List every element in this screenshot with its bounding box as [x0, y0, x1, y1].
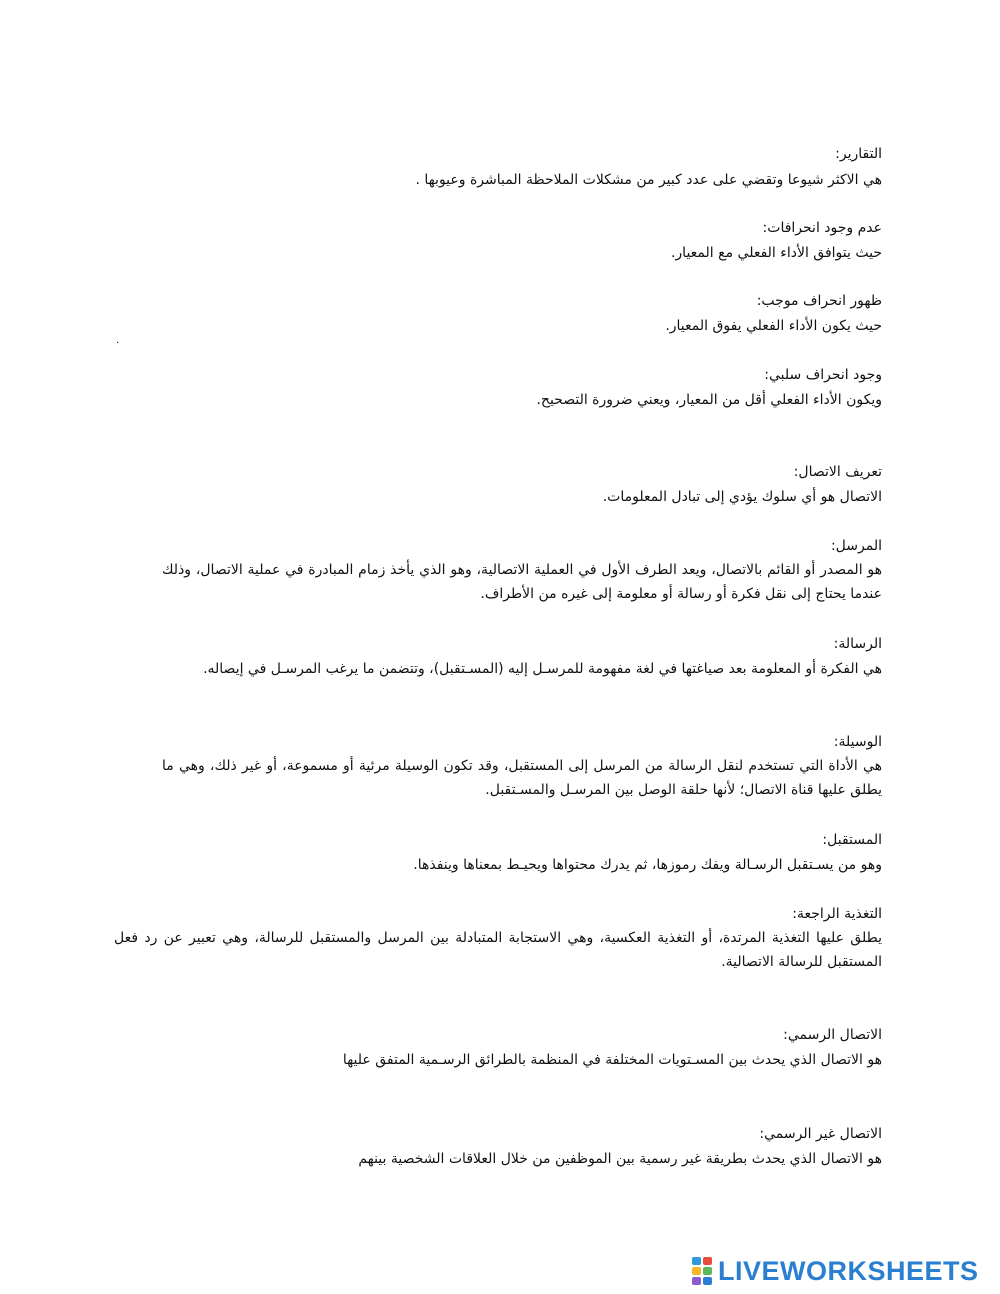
section-body-receiver: وهو من يسـتقبل الرسـالة ويفك رموزها، ثم يدرك محتواها ويحيـط بمعناها وينفذها. — [413, 857, 882, 873]
section-heading-formal-communication: الاتصال الرسمي: — [783, 1027, 882, 1043]
section-heading-feedback: التغذية الراجعة: — [792, 906, 882, 922]
section-heading-positive-deviation: ظهور انحراف موجب: — [756, 293, 882, 309]
liveworksheets-logo-text: LIVEWORKSHEETS — [718, 1256, 979, 1286]
section-body-positive-deviation: حيث يكون الأداء الفعلي يفوق المعيار. — [665, 318, 882, 334]
stray-mark: . — [116, 335, 120, 346]
section-body-reports: هي الاكثر شيوعا وتقضي على عدد كبير من مشكلات الملاحظة المباشرة وعيوبها . — [415, 172, 882, 188]
section-heading-reports: التقارير: — [835, 146, 882, 162]
section-heading-negative-deviation: وجود انحراف سلبي: — [764, 367, 882, 383]
section-heading-receiver: المستقبل: — [822, 832, 882, 848]
section-heading-informal-communication: الاتصال غير الرسمي: — [759, 1126, 882, 1142]
liveworksheets-logo-icon — [692, 1257, 712, 1285]
section-heading-no-deviation: عدم وجود انحرافات: — [762, 220, 882, 236]
section-heading-medium: الوسيلة: — [833, 734, 882, 750]
section-body-no-deviation: حيث يتوافق الأداء الفعلي مع المعيار. — [670, 245, 882, 261]
liveworksheets-logo — [692, 1254, 979, 1288]
section-heading-sender: المرسل: — [830, 538, 882, 554]
section-body-message: هي الفكرة أو المعلومة بعد صياغتها في لغة مفهومة للمرسـل إليه (المسـتقبل)، وتتضمن ما يرغب المرسـل في إيصاله. — [203, 661, 882, 677]
section-body-negative-deviation: ويكون الأداء الفعلي أقل من المعيار، ويعني ضرورة التصحيح. — [536, 392, 882, 408]
section-body-informal-communication: هو الاتصال الذي يحدث بطريقة غير رسمية بين الموظفين من خلال العلاقات الشخصية بينهم — [358, 1151, 882, 1167]
section-heading-communication-definition: تعريف الاتصال: — [793, 464, 882, 480]
section-body-medium: هي الأداة التي تستخدم لنقل الرسالة من المرسل إلى المستقبل، وقد تكون الوسيلة مرئية أو مسموعة، أو غير ذلك، وهي ما يطلق عليها قناة الاتصال؛ لأنها حلقة الوصل بين المرسـل والمسـتقبل. — [162, 758, 882, 798]
section-body-sender: هو المصدر أو القائم بالاتصال، ويعد الطرف الأول في العملية الاتصالية، وهو الذي يأخذ زمام المبادرة في عملية الاتصال، وذلك عندما يحتاج إلى نقل فكرة أو رسالة أو معلومة إلى غيره من الأطراف. — [162, 562, 882, 602]
section-body-communication-definition: الاتصال هو أي سلوك يؤدي إلى تبادل المعلومات. — [602, 489, 882, 505]
section-body-formal-communication: هو الاتصال الذي يحدث بين المسـتويات المختلفة في المنظمة بالطرائق الرسـمية المتفق عليها — [342, 1052, 882, 1068]
section-body-feedback: يطلق عليها التغذية المرتدة، أو التغذية العكسية، وهي الاستجابة المتبادلة بين المرسل والمستقبل للرسالة، وهي تعبير عن رد فعل المستقبل للرسالة الاتصالية. — [114, 930, 882, 970]
section-heading-message: الرسالة: — [833, 636, 882, 652]
